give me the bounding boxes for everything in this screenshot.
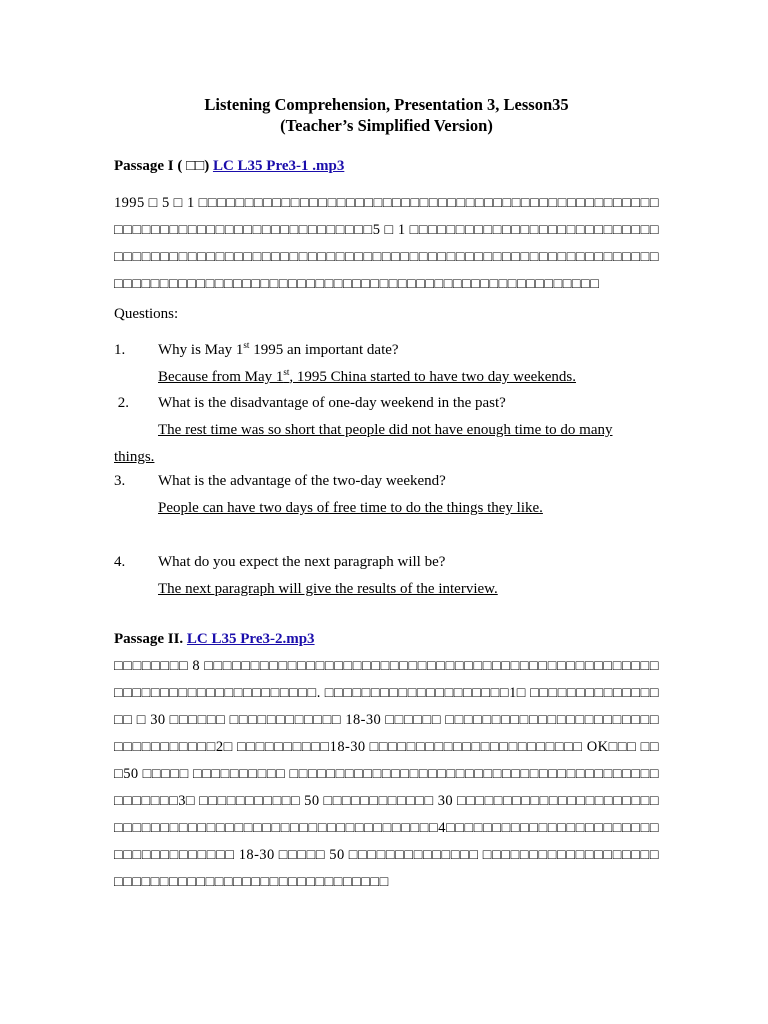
question-text: What do you expect the next paragraph will be? (158, 554, 446, 570)
question-number: 1. (114, 342, 126, 358)
question-text: Why is May 1st 1995 an important date? (158, 340, 399, 358)
passage-2-text: □□□□□□□□ 8 □□□□□□□□□□□□□□□□□□□□□□□□□□□□□□□□□□□□□□□□□□□□□□□□□□□□□□□□□□□□□□□□□□□□□□□. □□□□□□□□□□□□□□□□□□□□1□ □□□□□□□□□□□□□□□□ □ 30 □□□□□□ □□□□□□□□□□□□ 18-30 □□□□□□ □□□□□□□□□□□□□□□□□□□□□□□□□□□□□□□□□□2□ □□□□□□□□□□18-30 □□□□□□□□□□□□□□□□□□□□□□□ OK□□□ □□□50 □□□□□ □□□□□□□□□□ □□□□□□□□□□□□□□□□□□□□□□□□□□□□□□□□□□□□□□□□□□□□□□□3□ □□□□□□□□□□□ 50 □□□□□□□□□□□□ 30 □□□□□□□□□□□□□□□□□□□□□□□□□□□□□□□□□□□□□□□□□□□□□□□□□□□□□□□□□4□□□□□□□□□□□□□□□□□□□□□□□□□□□□□□□□□□□□ 18-30 □□□□□ 50 □□□□□□□□□□□□□□ □□□□□□□□□□□□□□□□□□□□□□□□□□□□□□□□□□□□□□□□□□□□□□□□□ (114, 658, 659, 890)
question-text: What is the advantage of the two-day weekend? (158, 473, 446, 489)
question-number: 2. (114, 395, 129, 411)
passage-2-title: Passage II. (114, 631, 184, 647)
document-title (114, 94, 659, 136)
question-4 (114, 552, 659, 572)
questions-label: Questions: (114, 306, 179, 322)
question-number: 3. (114, 473, 126, 489)
answer-1: Because from May 1st, 1995 China started to have two day weekends. (158, 367, 577, 385)
question-text: What is the disadvantage of one-day weekend in the past? (158, 395, 506, 411)
title-line-2: (Teacher’s Simplified Version) (280, 116, 493, 135)
answer-4: The next paragraph will give the results of the interview. (158, 581, 498, 597)
document-page (114, 94, 659, 896)
question-2 (114, 393, 659, 413)
passage-1-audio-link[interactable]: LC L35 Pre3-1 .mp3 (212, 158, 345, 174)
question-3 (114, 471, 659, 491)
title-line-1: Listening Comprehension, Presentation 3, Lesson35 (204, 95, 569, 114)
passage-2-heading (114, 629, 659, 649)
question-1 (114, 340, 659, 360)
passage-1-title: Passage I ( □□) (114, 158, 210, 174)
answer-3: People can have two days of free time to do the things they like. (158, 500, 543, 516)
question-number: 4. (114, 554, 126, 570)
passage-1-heading (114, 156, 659, 176)
passage-2-audio-link[interactable]: LC L35 Pre3-2.mp3 (186, 631, 315, 647)
answer-2: The rest time was so short that people did not have enough time to do many things. (114, 422, 613, 465)
passage-1-text: 1995 □ 5 □ 1 □□□□□□□□□□□□□□□□□□□□□□□□□□□□□□□□□□□□□□□□□□□□□□□□□□□□□□□□□□□□□□□□□□□□□□□□□□□□□□5 □ 1 □□□□□□□□□□□□□□□□□□□□□□□□□□□□□□□□□□□□□□□□□□□□□□□□□□□□□□□□□□□□□□□□□□□□□□□□□□□□□□□□□□□□□□□□□□□□□□□□□□□□□□□□□□□□□□□□□□□□□□□□□□□□□□□□□□□□□□□□□□□ (114, 195, 659, 292)
spacer (114, 518, 659, 544)
